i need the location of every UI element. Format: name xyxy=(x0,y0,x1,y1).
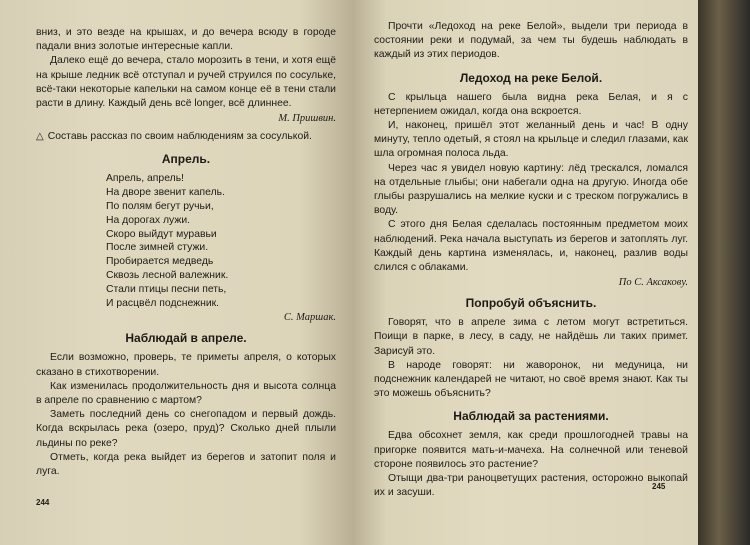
triangle-icon: △ xyxy=(36,131,44,143)
page-number: 244 xyxy=(36,498,50,507)
paragraph: С крыльца нашего была видна река Белая, и я с нетерпением ожидал, когда она вскроется. xyxy=(374,91,688,117)
paragraph: Отыщи два-три раноцветущих растения, осторожно выкопай их и засуши. xyxy=(374,473,688,499)
paragraph: С этого дня Белая сделалась постоянным предметом моих наблюдений. Река начала выступать из берегов и затоплять луг. Каждый день картина изменялась, и, наконец, разлив воды слился с облаками. xyxy=(374,219,688,274)
paragraph: вниз, и это везде на крышах, и до вечера всюду в городе падали вниз золотые интересные капли. xyxy=(36,27,336,53)
paragraph: Если возможно, проверь, те приметы апреля, о которых сказано в стихотворении. xyxy=(36,352,336,378)
section-heading: Наблюдай за растениями. xyxy=(453,409,609,424)
section-heading: Попробуй объяснить. xyxy=(465,296,597,311)
paragraph: Едва обсохнет земля, как среди прошлогодней травы на пригорке появится мать-и-мачеха. На солнечной или теневой стороне появилось это растение? xyxy=(374,430,688,470)
poem-line: Стали птицы песни петь, xyxy=(106,283,227,295)
task-block xyxy=(36,130,336,144)
section-heading: Наблюдай в апреле. xyxy=(125,331,247,346)
paragraph: Как изменилась продолжительность дня и высота солнца в апреле по сравнению с мартом? xyxy=(36,380,336,406)
paragraph: Говорят, что в апреле зима с летом могут встретиться. Поищи в парке, в лесу, в саду, не найдёшь ли таких примет. Зарисуй это. xyxy=(374,317,688,357)
paragraph: И, наконец, пришёл этот желанный день и час! В одну минуту, тепло одетый, я стоял на крыльце и следил глазами, как шла огромная полоса льда. xyxy=(374,120,688,160)
author-attribution: По С. Аксакову. xyxy=(618,277,688,289)
poem-line: По полям бегут ручьи, xyxy=(106,201,214,213)
poem-line: На дорогах лужи. xyxy=(106,214,191,226)
task-text: Составь рассказ по своим наблюдениям за сосулькой. xyxy=(47,131,312,143)
page-number: 245 xyxy=(652,482,666,491)
poem-line: Сквозь лесной валежник. xyxy=(106,270,229,281)
book-edge xyxy=(698,0,750,545)
author-attribution: М. Пришвин. xyxy=(278,113,336,125)
left-page xyxy=(0,0,352,545)
section-heading: Ледоход на реке Белой. xyxy=(459,70,603,85)
right-page xyxy=(352,0,698,545)
poem-line: После зимней стужи. xyxy=(106,242,209,254)
poem-line: На дворе звенит капель. xyxy=(106,187,225,199)
poem xyxy=(106,172,336,310)
paragraph: В народе говорят: ни жаворонок, ни медуница, ни подснежник календарей не читают, но своё время знают. Как ты это можешь объяснить? xyxy=(374,359,688,400)
author-attribution: С. Маршак. xyxy=(283,312,336,324)
paragraph: Далеко ещё до вечера, стало морозить в тени, и хотя ещё на крыше ледник всё отступал и ручей струился по сосульке, всё-таки некоторые капельки на самом конце её в тени стали расти в длину. Каждый день всё longer, всё длиннее. xyxy=(36,55,336,110)
poem-line: Скоро выйдут муравьи xyxy=(106,228,217,240)
paragraph: Заметь последний день со снегопадом и первый дождь. Когда вскрылась река (озеро, пруд)? Сколько дней плыли льдины по реке? xyxy=(36,409,336,449)
poem-line: Пробирается медведь xyxy=(106,256,214,268)
paragraph: Прочти «Ледоход на реке Белой», выдели три периода в состоянии реки и подумай, за чем ты будешь наблюдать в каждый из этих периодов. xyxy=(374,21,688,61)
paragraph: Через час я увидел новую картину: лёд трескался, ломался на отдельные глыбы; они набегали одна на другую. Иногда обе глыбы разрушались на мелкие куски и с треском погружались в воду. xyxy=(374,162,688,217)
section-heading: Апрель. xyxy=(161,152,211,167)
poem-line: И расцвёл подснежник. xyxy=(106,297,220,309)
paragraph: Отметь, когда река выйдет из берегов и затопит поля и луга. xyxy=(36,451,336,478)
poem-line: Апрель, апрель! xyxy=(106,173,185,185)
